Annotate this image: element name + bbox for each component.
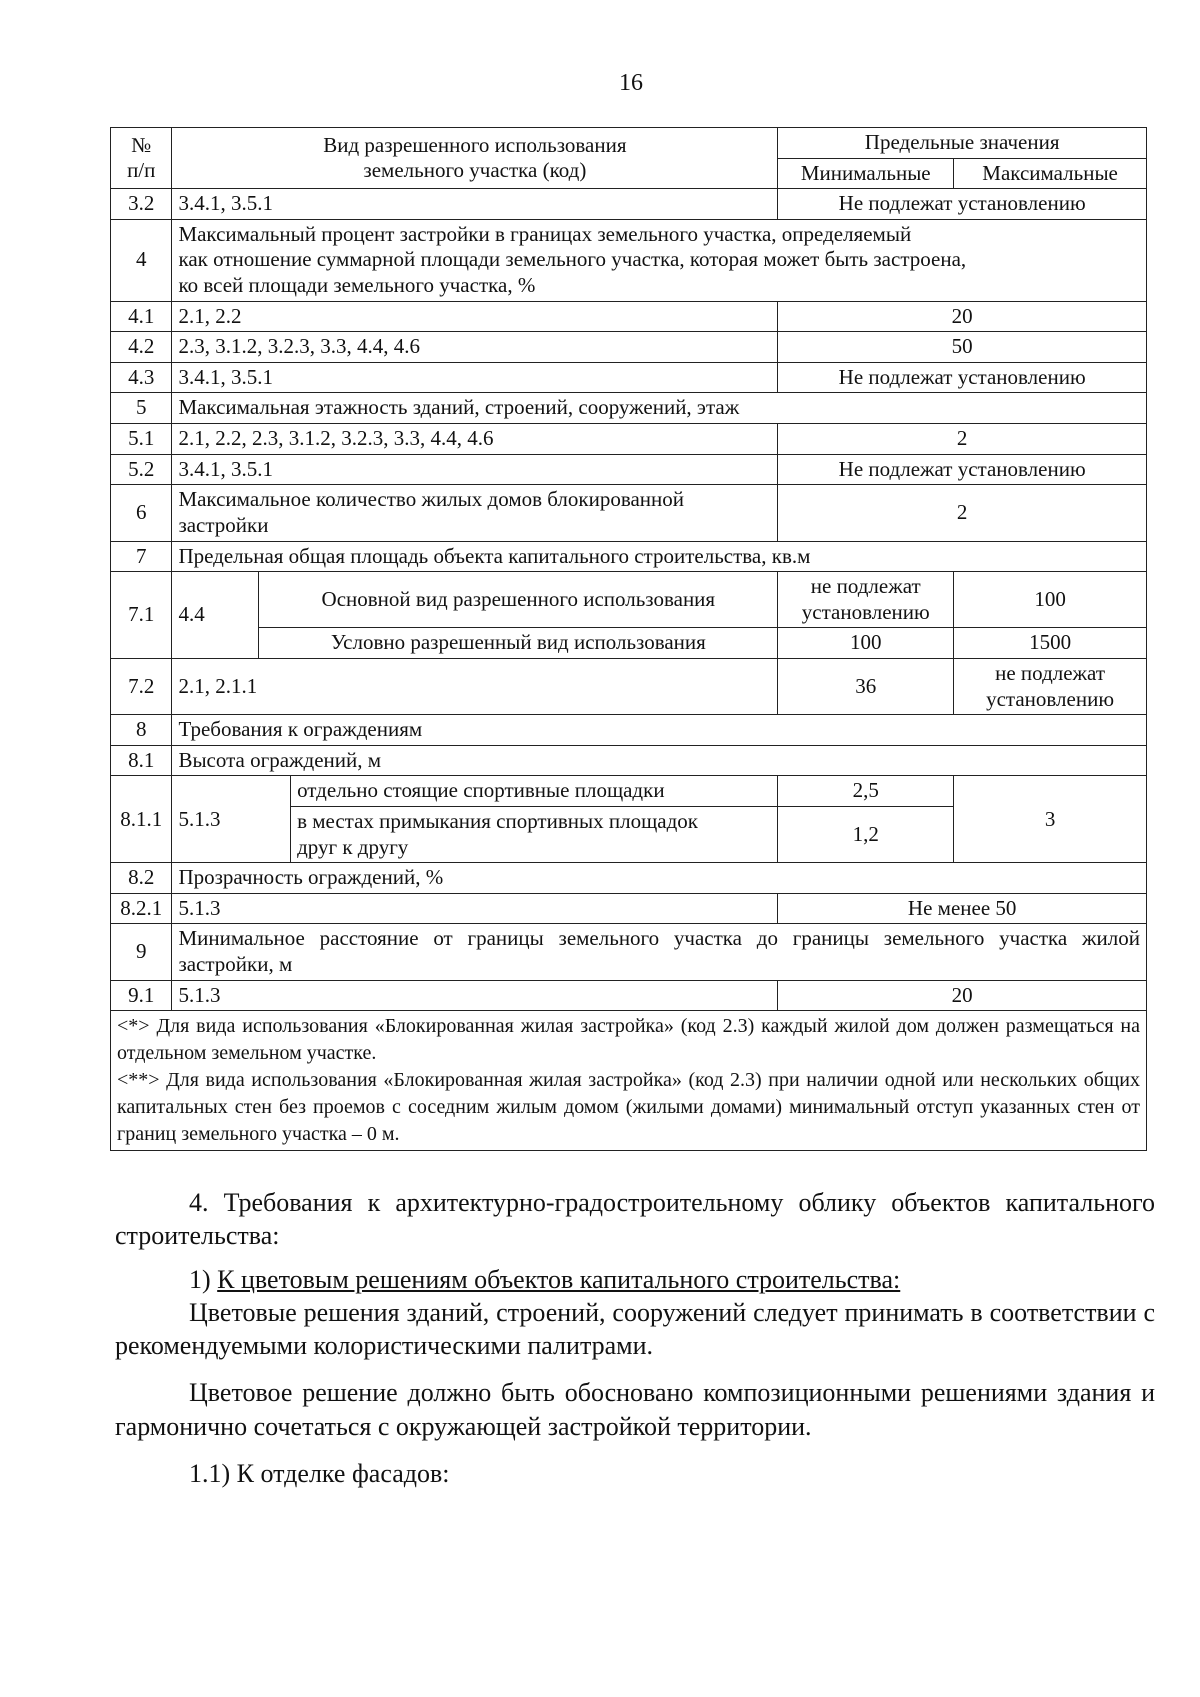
- row-text: Минимальное расстояние от границы земельного участка до границы земельного участка жилой застройки, м: [172, 924, 1147, 980]
- table-row: [111, 393, 1147, 424]
- row-subtype: Условно разрешенный вид использования: [259, 628, 778, 659]
- table-row: [111, 776, 1147, 807]
- row-code: 5.1.3: [172, 893, 778, 924]
- table-row: [111, 924, 1147, 980]
- table-row: [111, 980, 1147, 1011]
- row-number: 6: [111, 485, 172, 541]
- table-row: [111, 219, 1147, 301]
- table-row: [111, 863, 1147, 894]
- row-text: Прозрачность ограждений, %: [172, 863, 1147, 894]
- footnotes: [111, 1011, 1147, 1151]
- row-code: 2.1, 2.2: [172, 301, 778, 332]
- section-4-heading: 4. Требования к архитектурно-градостроительному облику объектов капитального строительства:: [115, 1188, 1155, 1251]
- table-row: [111, 485, 1147, 541]
- row-number: 7: [111, 541, 172, 572]
- row-number: 7.2: [111, 658, 172, 714]
- row-number: 8.1: [111, 745, 172, 776]
- table-row: [111, 893, 1147, 924]
- row-code: 3.4.1, 3.5.1: [172, 362, 778, 393]
- table-row: [111, 628, 1147, 659]
- row-code: 3.4.1, 3.5.1: [172, 189, 778, 220]
- row-code: 2.3, 3.1.2, 3.2.3, 3.3, 4.4, 4.6: [172, 332, 778, 363]
- row-number: 7.1: [111, 572, 172, 659]
- row-subtype: в местах примыкания спортивных площадок друг к другу: [291, 807, 778, 863]
- limits-table: [110, 127, 1147, 1151]
- row-number: 5: [111, 393, 172, 424]
- row-code: 2.1, 2.2, 2.3, 3.1.2, 3.2.3, 3.3, 4.4, 4.6: [172, 424, 778, 455]
- row-min: 1,2: [778, 807, 954, 863]
- footnotes-row: [111, 1011, 1147, 1151]
- row-value: 50: [778, 332, 1147, 363]
- row-number: 8.2: [111, 863, 172, 894]
- header-max: Максимальные: [954, 158, 1147, 189]
- row-text: Высота ограждений, м: [172, 745, 1147, 776]
- header-num: № п/п: [111, 128, 172, 189]
- table-row: [111, 332, 1147, 363]
- table-row: [111, 362, 1147, 393]
- row-number: 9.1: [111, 980, 172, 1011]
- row-value: Не подлежат установлению: [778, 362, 1147, 393]
- row-code: 2.1, 2.1.1: [172, 658, 778, 714]
- table-row: [111, 745, 1147, 776]
- row-text: Требования к ограждениям: [172, 715, 1147, 746]
- footnote-2: <**> Для вида использования «Блокированная жилая застройка» (код 2.3) при наличии одной или нескольких общих капитальных стен без проемов с соседним жилым домом (жилыми домами) минимальный отступ указанных стен от границ земельного участка – 0 м.: [117, 1069, 1140, 1146]
- table-row: [111, 572, 1147, 628]
- row-number: 3.2: [111, 189, 172, 220]
- row-code: 4.4: [172, 572, 259, 659]
- row-value: Не подлежат установлению: [778, 454, 1147, 485]
- row-subtype: отдельно стоящие спортивные площадки: [291, 776, 778, 807]
- subsection-1-1: 1.1) К отделке фасадов:: [189, 1458, 450, 1488]
- row-max: не подлежат установлению: [954, 658, 1147, 714]
- row-text: Максимальная этажность зданий, строений, сооружений, этаж: [172, 393, 1147, 424]
- row-number: 4.2: [111, 332, 172, 363]
- row-code: 5.1.3: [172, 980, 778, 1011]
- row-number: 5.2: [111, 454, 172, 485]
- row-number: 5.1: [111, 424, 172, 455]
- row-max: 100: [954, 572, 1147, 628]
- row-subtype: Основной вид разрешенного использования: [259, 572, 778, 628]
- row-value: Не подлежат установлению: [778, 189, 1147, 220]
- table-row: [111, 715, 1147, 746]
- row-code: 5.1.3: [172, 776, 291, 863]
- footnote-1: <*> Для вида использования «Блокированная жилая застройка» (код 2.3) каждый жилой дом должен размещаться на отдельном земельном участке.: [117, 1015, 1140, 1065]
- subsection-1-title: К цветовым решениям объектов капитального строительства:: [217, 1264, 901, 1294]
- row-code: 3.4.1, 3.5.1: [172, 454, 778, 485]
- table-row: [111, 658, 1147, 714]
- row-min: 100: [778, 628, 954, 659]
- paragraph-justification: Цветовое решение должно быть обосновано композиционными решениями здания и гармонично сочетаться с окружающей застройкой территории.: [115, 1378, 1155, 1441]
- row-number: 8.2.1: [111, 893, 172, 924]
- subsection-1-number: 1): [189, 1264, 218, 1294]
- table-row: [111, 454, 1147, 485]
- row-number: 4.1: [111, 301, 172, 332]
- row-min: 36: [778, 658, 954, 714]
- row-number: 4.3: [111, 362, 172, 393]
- row-text: Предельная общая площадь объекта капитального строительства, кв.м: [172, 541, 1147, 572]
- row-number: 9: [111, 924, 172, 980]
- page-number: 16: [619, 70, 643, 96]
- paragraph-colors: Цветовые решения зданий, строений, сооружений следует принимать в соответствии с рекомендуемыми колористическими палитрами.: [115, 1297, 1155, 1361]
- header-limits: Предельные значения: [778, 128, 1147, 159]
- row-max: 1500: [954, 628, 1147, 659]
- table-row: [111, 301, 1147, 332]
- header-min: Минимальные: [778, 158, 954, 189]
- row-value: Не менее 50: [778, 893, 1147, 924]
- subsection-1: [115, 1263, 1155, 1296]
- row-value: 20: [778, 980, 1147, 1011]
- header-vid: Вид разрешенного использования земельного участка (код): [172, 128, 778, 189]
- header-row: [111, 128, 1147, 159]
- row-min: не подлежат установлению: [778, 572, 954, 628]
- table-row: [111, 541, 1147, 572]
- row-max: 3: [954, 776, 1147, 863]
- row-text: Максимальный процент застройки в границах земельного участка, определяемый как отношение суммарной площади земельного участка, которая может быть застроена, ко всей площади земельного участка, %: [172, 219, 1147, 301]
- table-row: [111, 189, 1147, 220]
- row-min: 2,5: [778, 776, 954, 807]
- row-value: 2: [778, 424, 1147, 455]
- body-text: [115, 1186, 1155, 1490]
- row-number: 8: [111, 715, 172, 746]
- row-text: Максимальное количество жилых домов блокированной застройки: [172, 485, 778, 541]
- row-number: 8.1.1: [111, 776, 172, 863]
- row-number: 4: [111, 219, 172, 301]
- row-value: 2: [778, 485, 1147, 541]
- row-value: 20: [778, 301, 1147, 332]
- table-row: [111, 424, 1147, 455]
